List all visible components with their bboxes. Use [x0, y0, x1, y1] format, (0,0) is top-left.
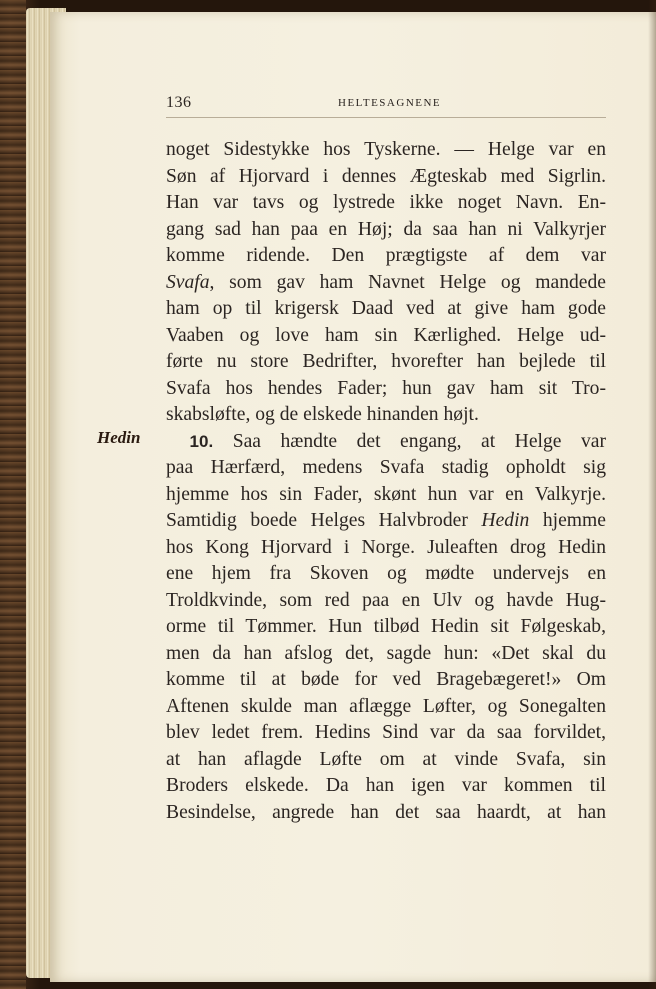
text-line: [166, 429, 606, 456]
text-line: Søn af Hjorvard i dennes Ægteskab med Sigrlin.: [166, 165, 606, 187]
page-edge-shadow: [648, 0, 656, 989]
text-fragment: Saa hændte det engang, at Helge var: [232, 430, 606, 452]
page-number: 136: [166, 94, 192, 111]
text-line: Besindelse, angrede han det saa haardt, at han: [166, 801, 606, 823]
text-line: orme til Tømmer. Hun tilbød Hedin sit Følgeskab,: [166, 616, 606, 637]
running-title: HELTESAGNENE: [338, 97, 442, 109]
margin-note: Hedin: [97, 428, 141, 447]
text-line: ham op til krigersk Daad ved at give ham gode: [166, 298, 606, 319]
text-line: at han aflagde Løfte om at vinde Svafa, sin: [166, 748, 606, 770]
text-line: ene hjem fra Skoven og mødte undervejs en: [166, 563, 606, 584]
italic-name: Hedin: [481, 510, 530, 531]
text-fragment: hjemme: [529, 510, 606, 531]
text-line: Broders elskede. Da han igen var kommen til: [166, 775, 606, 796]
text-line: komme ridende. Den prægtigste af dem var: [166, 245, 606, 266]
header-rule: [166, 117, 606, 118]
text-line: Troldkvinde, som red paa en Ulv og havde Hug-: [166, 589, 606, 611]
page-header: [166, 94, 606, 116]
text-line: hos Kong Hjorvard i Norge. Juleaften drog Hedin: [166, 536, 606, 558]
text-line: skabsløfte, og de elskede hinanden højt.: [166, 404, 479, 425]
text-line: førte nu store Bedrifter, hvorefter han bejlede til: [166, 351, 606, 372]
text-line: blev ledet frem. Hedins Sind var da saa forvildet,: [166, 722, 606, 743]
text-fragment: , som gav ham Navnet Helge og mandede: [209, 271, 606, 293]
text-line: komme til at bøde for ved Bragebægeret!» Om: [166, 669, 606, 690]
text-line: Vaaben og love ham sin Kærlighed. Helge ud-: [166, 324, 606, 346]
text-line: hjemme hos sin Fader, skønt hun var en Valkyrje.: [166, 483, 606, 505]
text-line: Han var tavs og lystrede ikke noget Navn. En-: [166, 192, 606, 213]
text-line: Svafa hos hendes Fader; hun gav ham sit Tro-: [166, 377, 606, 399]
text-line: [166, 508, 606, 535]
section-number: 10.: [189, 431, 214, 451]
text-fragment: Samtidig boede Helges Halvbroder: [166, 510, 482, 531]
text-line: [166, 270, 606, 297]
cover-binding-edge: [0, 0, 26, 989]
body-text: [166, 137, 606, 826]
text-line: noget Sidestykke hos Tyskerne. — Helge var en: [166, 139, 606, 160]
text-line: paa Hærfærd, medens Svafa stadig opholdt sig: [166, 457, 606, 478]
text-line: gang sad han paa en Høj; da saa han ni Valkyrjer: [166, 218, 606, 240]
italic-name: Svafa: [166, 271, 210, 293]
text-line: Aftenen skulde man aflægge Løfter, og Sonegalten: [166, 695, 606, 717]
text-line: men da han afslog det, sagde hun: «Det skal du: [166, 642, 606, 664]
